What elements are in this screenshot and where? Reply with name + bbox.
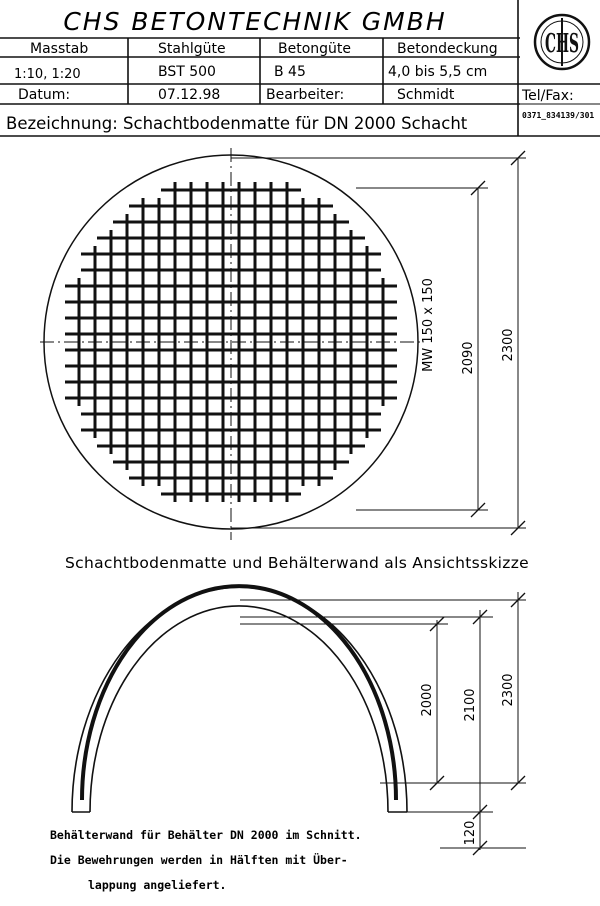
dimension-2090: 2090 — [461, 341, 476, 375]
note-line-2: Die Bewehrungen werden in Hälften mit Über- — [50, 853, 348, 867]
dimension-2300: 2300 — [501, 328, 516, 362]
value-concrete-cover: 4,0 bis 5,5 cm — [388, 64, 488, 80]
bottom-mat-plan — [40, 148, 526, 540]
company-logo — [535, 15, 589, 69]
contact-value: 0371_834139/301 — [522, 111, 595, 120]
company-name: CHS BETONTECHNIK GMBH — [63, 7, 447, 36]
tank-wall-section — [72, 586, 526, 855]
designation: Bezeichnung: Schachtbodenmatte für DN 2000 Schacht — [6, 114, 468, 133]
dimension-2000: 2000 — [420, 683, 435, 717]
date-label: Datum: — [18, 87, 71, 103]
value-steel-grade: BST 500 — [158, 64, 216, 80]
value-concrete-grade: B 45 — [274, 64, 306, 80]
header-scale: Masstab — [30, 41, 89, 57]
contact-label: Tel/Fax: — [522, 88, 574, 104]
editor-label: Bearbeiter: — [266, 87, 345, 103]
header-concrete-cover: Betondeckung — [397, 41, 498, 57]
logo-lettering: CHS — [545, 29, 579, 59]
sketch-caption: Schachtbodenmatte und Behälterwand als Ansichtsskizze — [65, 554, 529, 572]
mesh-label: MW 150 x 150 — [421, 278, 436, 372]
note-line-1: Behälterwand für Behälter DN 2000 im Schnitt. — [50, 828, 362, 842]
header-steel-grade: Stahlgüte — [158, 41, 226, 57]
editor-value: Schmidt — [397, 87, 455, 103]
dimension-120: 120 — [463, 820, 478, 846]
note-line-3: lappung angeliefert. — [88, 878, 227, 892]
dimension-2300-wall: 2300 — [501, 673, 516, 707]
value-scale: 1:10, 1:20 — [14, 67, 81, 82]
header-concrete-grade: Betongüte — [278, 41, 352, 57]
dimension-2100: 2100 — [463, 688, 478, 722]
date-value: 07.12.98 — [158, 87, 221, 103]
